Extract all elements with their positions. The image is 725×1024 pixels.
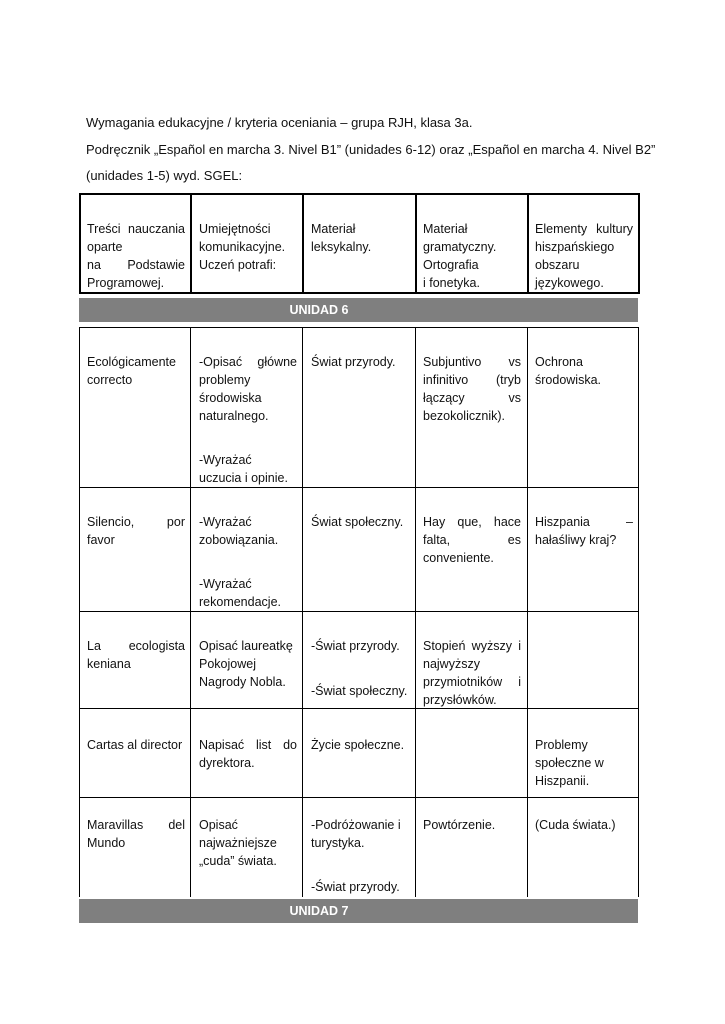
row-skill-a: Napisać list do dyrektora. <box>199 738 297 770</box>
unit-band <box>79 899 638 923</box>
intro-line-1: Wymagania edukacyjne / kryteria oceniania – grupa RJH, klasa 3a. <box>86 115 473 130</box>
row-culture: Ochrona środowiska. <box>535 355 601 387</box>
header-skills-line: Umiejętności komunikacyjne. <box>199 222 286 254</box>
row-skill-b: -Wyrażać uczucia i opinie. <box>199 453 288 485</box>
header-content <box>87 220 185 292</box>
header-grammar-line: Materiał gramatyczny. <box>423 222 497 254</box>
row-skill-a: -Wyrażać zobowiązania. <box>199 515 279 547</box>
row-grammar: Subjuntivo vs infinitivo (tryb łączący vs bezokolicznik). <box>423 355 521 423</box>
header-grammar-line: i fonetyka. <box>423 276 480 290</box>
row-topic: Cartas al director <box>87 738 183 752</box>
row-culture: Problemy społeczne w Hiszpanii. <box>535 738 604 788</box>
intro-line-2: Podręcznik „Español en marcha 3. Nivel B1” (unidades 6-12) oraz „Español en marcha 4. Nivel B2” <box>86 142 656 157</box>
unit-band <box>79 298 638 322</box>
unit-band-label: UNIDAD 6 <box>289 303 349 317</box>
row-grammar: Stopień wyższy i najwyższy przymiotników i przysłówków. <box>423 639 521 707</box>
row-lexical-b: -Świat przyrody. <box>311 880 400 894</box>
row-topic: Ecológicamente correcto <box>87 355 176 387</box>
row-lexical-a: Świat społeczny. <box>311 515 404 529</box>
row-culture: (Cuda świata.) <box>535 818 616 832</box>
header-lexical-line: Materiał leksykalny. <box>311 222 372 254</box>
row-skill-a: -Opisać główne problemy środowiska naturalnego. <box>199 355 297 423</box>
unit-band-label: UNIDAD 7 <box>289 904 349 918</box>
row-skill-a: Opisać laureatkę Pokojowej Nagrody Nobla. <box>199 639 293 689</box>
header-content-line: na Podstawie Programowej. <box>87 258 185 290</box>
row-skill-b: -Wyrażać rekomendacje. <box>199 577 281 609</box>
row-topic: Silencio, por favor <box>87 515 185 547</box>
row-grammar: Hay que, hace falta, es conveniente. <box>423 515 521 565</box>
header-culture <box>535 220 633 292</box>
header-culture-line: Elementy kultury hiszpańskiego obszaru językowego. <box>535 222 633 290</box>
header-skills-line: Uczeń potrafi: <box>199 258 277 272</box>
row-topic: Maravillas del Mundo <box>87 818 185 850</box>
header-skills <box>199 220 297 274</box>
intro-line-3: (unidades 1-5) wyd. SGEL: <box>86 168 243 183</box>
header-grammar-line: Ortografia <box>423 258 479 272</box>
header-grammar <box>423 220 521 292</box>
header-content-line: Treści nauczania oparte <box>87 222 185 254</box>
row-topic: La ecologista keniana <box>87 639 185 671</box>
row-lexical-a: Życie społeczne. <box>311 738 405 752</box>
header-lexical <box>311 220 409 256</box>
row-lexical-a: -Świat przyrody. <box>311 639 400 653</box>
row-skill-a: Opisać najważniejsze „cuda” świata. <box>199 818 277 868</box>
row-lexical-a: -Podróżowanie i turystyka. <box>311 818 401 850</box>
row-lexical-b: -Świat społeczny. <box>311 684 408 698</box>
row-lexical-a: Świat przyrody. <box>311 355 396 369</box>
row-grammar: Powtórzenie. <box>423 818 496 832</box>
row-culture: Hiszpania – hałaśliwy kraj? <box>535 515 633 547</box>
